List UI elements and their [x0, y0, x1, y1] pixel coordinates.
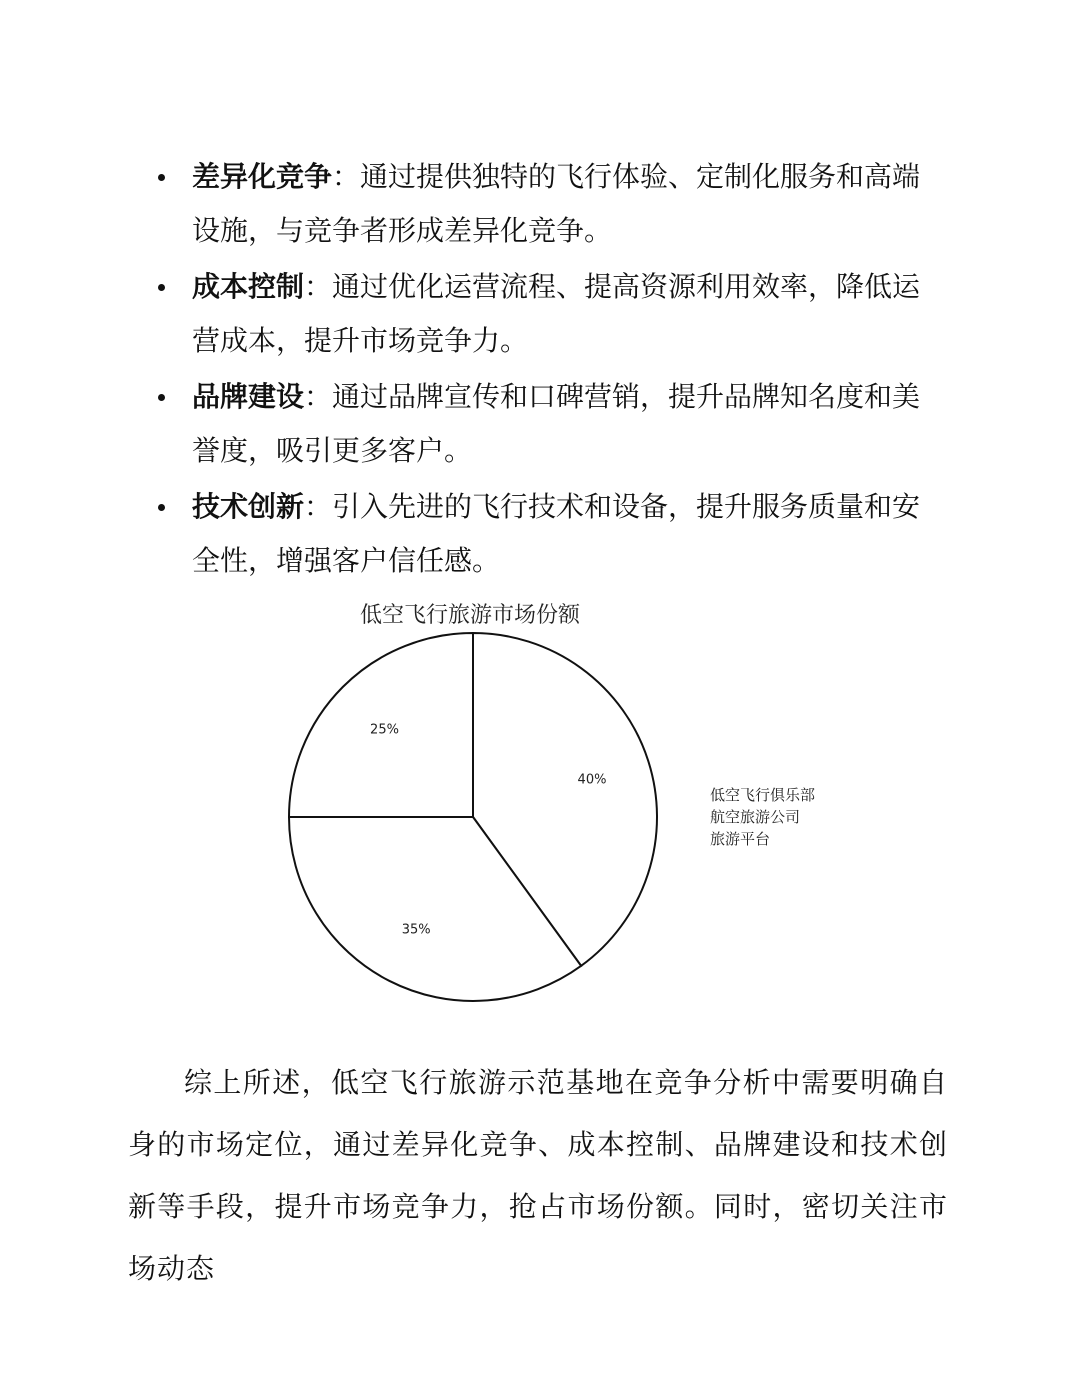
strategy-list: [158, 150, 938, 588]
bullet-dot: [158, 394, 165, 401]
legend-entry: 旅游平台: [710, 830, 771, 848]
slice-data-label: 40%: [577, 772, 607, 788]
list-item: [158, 370, 938, 478]
chart-title: 低空飞行旅游市场份额: [359, 603, 581, 628]
bullet-term: 品牌建设: [192, 380, 305, 413]
bullet-dot: [158, 284, 165, 291]
legend-entry: 航空旅游公司: [710, 808, 801, 826]
list-item: [158, 480, 938, 588]
bullet-text: ：引入先进的飞行技术和设备，提升服务质量和安全性，增强客户信任感。: [192, 490, 921, 577]
chart-legend: [710, 786, 815, 848]
bullet-term: 成本控制: [192, 270, 305, 303]
bullet-term: 技术创新: [192, 490, 305, 523]
legend-entry: 低空飞行俱乐部: [710, 786, 816, 804]
slice-data-label: 35%: [401, 922, 431, 938]
bullet-text: ：通过品牌宣传和口碑营销，提升品牌知名度和美誉度，吸引更多客户。: [192, 380, 921, 467]
list-item: [158, 260, 938, 368]
pie-slices: [289, 633, 657, 1001]
list-item: [158, 150, 938, 258]
bullet-text: ：通过优化运营流程、提高资源利用效率，降低运营成本，提升市场竞争力。: [192, 270, 921, 357]
bullet-term: 差异化竞争: [192, 160, 333, 193]
bullet-text: ：通过提供独特的飞行体验、定制化服务和高端设施，与竞争者形成差异化竞争。: [192, 160, 921, 247]
summary-paragraph: 综上所述，低空飞行旅游示范基地在竞争分析中需要明确自身的市场定位，通过差异化竞争、成本控制、品牌建设和技术创新等手段，提升市场竞争力，抢占市场份额。同时，密切关注市场动态: [128, 1066, 948, 1285]
bullet-dot: [158, 174, 165, 181]
slice-data-label: 25%: [370, 722, 399, 738]
bullet-dot: [158, 504, 165, 511]
market-share-pie-chart: [280, 590, 880, 1020]
